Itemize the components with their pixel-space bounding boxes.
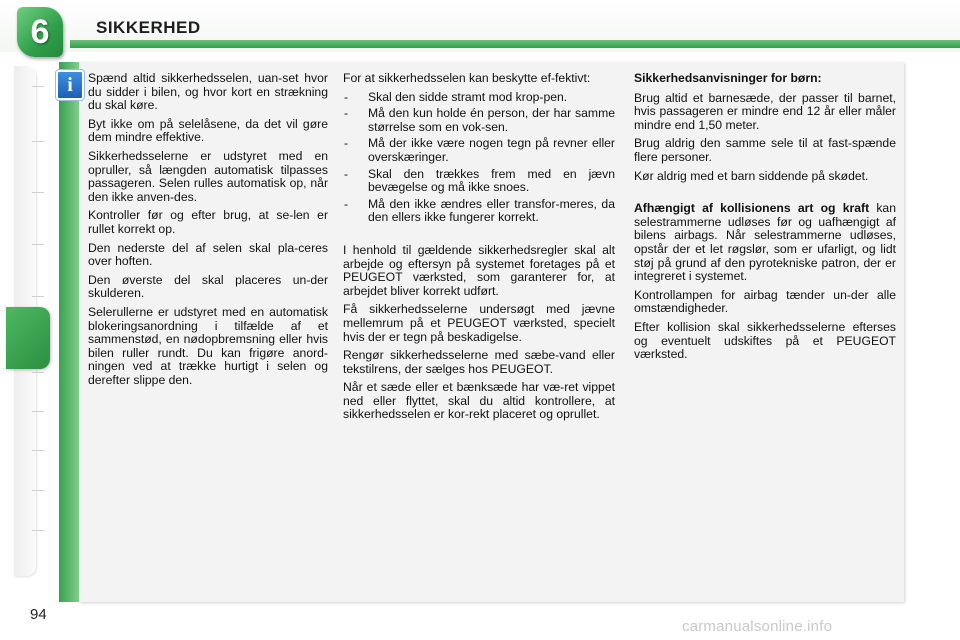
chapter-number-badge xyxy=(17,7,63,57)
dash-marker: - xyxy=(344,166,349,181)
column-child-safety xyxy=(634,72,896,367)
airbag-text: kan selestrammerne udløses før og uafhængigt af bilens airbags. Når selestrammerne udløses, opstår der et let røgslør, som er ufarligt, og lidt støj på grund af den pyrotekniske patron, der er integreret i systemet. xyxy=(634,201,896,284)
active-chapter-tab xyxy=(6,307,50,369)
list-item xyxy=(343,107,615,134)
intro-paragraph: For at sikkerhedsselen kan beskytte ef-fektivt: xyxy=(343,71,591,85)
list-item xyxy=(343,168,615,195)
paragraph: Den øverste del skal placeres un-der skulderen. xyxy=(88,272,328,301)
list-item-text: Skal den trækkes frem med en jævn bevægelse og må ikke snoes. xyxy=(368,166,615,195)
paragraph: Selerullerne er udstyret med en automatisk blokeringsanordning i tilfælde af et sammenstød, en nødopbremsning eller hvis bilen ruller rundt. Du kan frigøre anord-ningen ved at trække hurtigt i selen og derefter slippe den. xyxy=(88,304,328,387)
paragraph: Den nederste del af selen skal pla-ceres over hoften. xyxy=(88,240,328,269)
paragraph: Brug altid et barnesæde, der passer til barnet, hvis passageren er mindre end 12 år eller måler mindre end 1,50 meter. xyxy=(634,90,896,132)
paragraph: Efter kollision skal sikkerhedsselerne efterses og eventuelt udskiftes på et PEUGEOT værksted. xyxy=(634,319,896,362)
section-heading: Sikkerhedsanvisninger for børn: xyxy=(634,71,822,85)
dash-marker: - xyxy=(344,106,349,121)
paragraph: Få sikkerhedsselerne undersøgt med jævne mellemrum på et PEUGEOT værksted, specielt hvis der er tegn på beskadigelse. xyxy=(343,302,615,344)
paragraph: Når et sæde eller et bænksæde har væ-ret vippet ned eller flyttet, skal du altid kontrollere, at sikkerhedsselen er kor-rekt placeret og oprullet. xyxy=(343,380,615,422)
content-accent-bar xyxy=(59,62,79,602)
info-icon: i xyxy=(56,70,84,100)
paragraph: Rengør sikkerhedsselerne med sæbe-vand eller tekstilrens, der sælges hos PEUGEOT. xyxy=(343,348,615,376)
paragraph: Byt ikke om på selelåsene, da det vil gøre dem mindre effektive. xyxy=(88,116,328,145)
bold-lead: Afhængigt af kollisionens art og kraft xyxy=(634,201,870,216)
list-item xyxy=(343,91,615,105)
list-item-text: Må den kun holde én person, der har samme størrelse som en vok-sen. xyxy=(368,106,615,134)
list-item xyxy=(343,198,615,225)
dash-marker: - xyxy=(344,196,349,211)
column-general-advice xyxy=(88,72,328,392)
airbag-paragraph xyxy=(634,202,896,284)
paragraph: Kør aldrig med et barn siddende på skødet. xyxy=(634,168,869,183)
watermark: carmanualsonline.info xyxy=(682,618,833,635)
paragraph: I henhold til gældende sikkerhedsregler skal alt arbejde og eftersyn på systemet foretages på et PEUGEOT værksted, som garanterer for, at arbejdet bliver korrekt udført. xyxy=(343,242,615,298)
paragraph: Kontroller før og efter brug, at se-len er rullet korrekt op. xyxy=(88,208,328,236)
spacer xyxy=(343,230,615,244)
paragraph: Kontrollampen for airbag tænder un-der alle omstændigheder. xyxy=(634,287,896,316)
paragraph: Sikkerhedsselerne er udstyret med en opruller, så længden automatisk tilpasses passageren. Selen rulles automatisk op, når den ikke anven-des. xyxy=(88,148,328,204)
dash-marker: - xyxy=(344,136,349,151)
column-belt-requirements xyxy=(343,72,615,427)
paragraph: Brug aldrig den samme sele til at fast-spænde flere personer. xyxy=(634,136,896,164)
list-item-text: Må der ikke være nogen tegn på revner eller overskæringer. xyxy=(368,136,615,164)
list-item-text: Skal den sidde stramt mod krop-pen. xyxy=(368,89,568,104)
page-number: 94 xyxy=(30,606,47,623)
header-rule xyxy=(70,40,960,48)
dash-marker: - xyxy=(344,89,349,104)
spacer xyxy=(634,188,896,202)
requirement-list xyxy=(343,91,615,225)
paragraph: Spænd altid sikkerhedsselen, uan-set hvor du sidder i bilen, og hvor kort en strækning du skal køre. xyxy=(88,71,328,113)
list-item-text: Må den ikke ændres eller transfor-meres, da den ellers ikke fungerer korrekt. xyxy=(368,196,615,225)
chapter-number: 6 xyxy=(30,12,50,51)
list-item xyxy=(343,137,615,164)
chapter-title: SIKKERHED xyxy=(96,18,201,37)
